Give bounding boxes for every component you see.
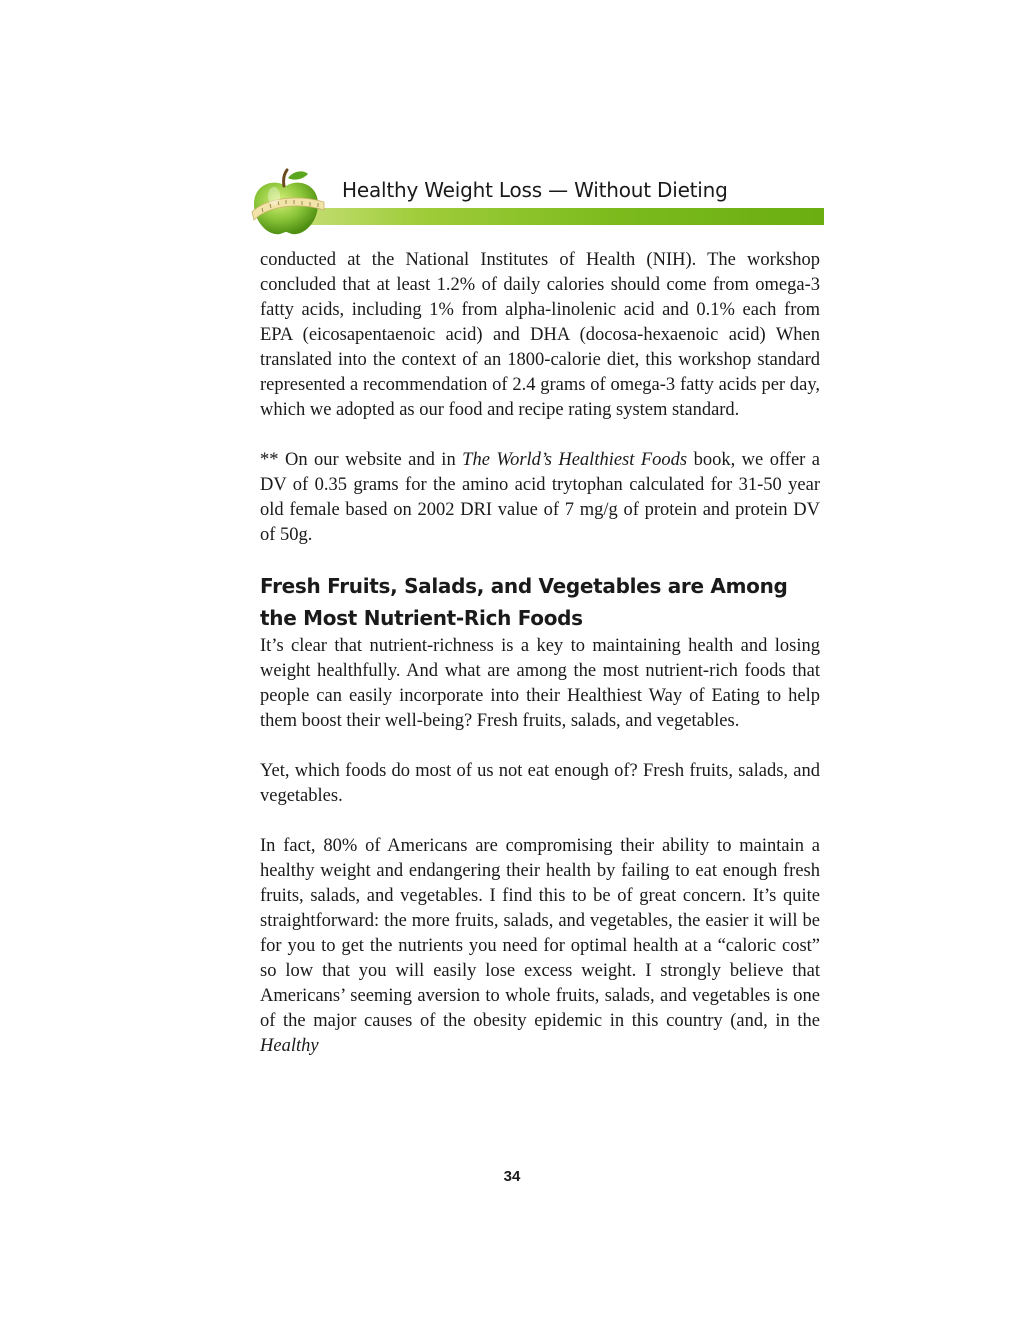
- paragraph-5-text: In fact, 80% of Americans are compromising their ability to maintain a healthy weight and endangering their health by failing to eat enough fresh fruits, salads, and vegetables. I find this to be of great concern. It’s quite straightforward: the more fruits, salads, and vegetables, the easier it will be for you to get the nutrients you need for optimal health at a “caloric cost” so low that you will easily lose excess weight. I strongly believe that Americans’ seeming aversion to whole fruits, salads, and vegetables is one of the major causes of the obesity epidemic in this country (and, in the: [260, 836, 820, 1031]
- apple-tape-measure-icon: [246, 168, 326, 240]
- book-title: The World’s Healthiest Foods: [462, 450, 688, 470]
- header-accent-bar: [286, 208, 824, 225]
- paragraph-3: It’s clear that nutrient-richness is a key to maintaining health and losing weight healthfully. And what are among the most nutrient-rich foods that people can easily incorporate into their Healthiest Way of Eating to help them boost their well-being? Fresh fruits, salads, and vegetables.: [260, 636, 820, 731]
- paragraph-5-italic: Healthy: [260, 1036, 319, 1056]
- body-text: [260, 248, 820, 1059]
- paragraph-2-text-b: book, we offer a DV of 0.35 grams for the amino acid trytophan calculated for 31-50 year old female based on 2002 DRI value of 7 mg/g of protein and protein DV of 50g.: [260, 450, 820, 545]
- section-heading: Fresh Fruits, Salads, and Vegetables are Among the Most Nutrient-Rich Foods: [260, 574, 788, 630]
- paragraph-1: conducted at the National Institutes of Health (NIH). The workshop concluded that at least 1.2% of daily calories should come from omega-3 fatty acids, including 1% from alpha-linolenic acid and 0.1% each from EPA (eicosapentaenoic acid) and DHA (docosa-hexaenoic acid) When translated into the context of an 1800-calorie diet, this workshop standard represented a recommendation of 2.4 grams of omega-3 fatty acids per day, which we adopted as our food and recipe rating system standard.: [260, 250, 820, 420]
- header-title: Healthy Weight Loss — Without Dieting: [342, 178, 728, 202]
- paragraph-5: [260, 834, 820, 1059]
- paragraph-2-text-a: ** On our website and in: [260, 450, 463, 470]
- running-header: [246, 168, 824, 238]
- paragraph-4: Yet, which foods do most of us not eat enough of? Fresh fruits, salads, and vegetables.: [260, 761, 820, 806]
- paragraph-2: [260, 448, 820, 548]
- page-number: 34: [503, 1168, 521, 1185]
